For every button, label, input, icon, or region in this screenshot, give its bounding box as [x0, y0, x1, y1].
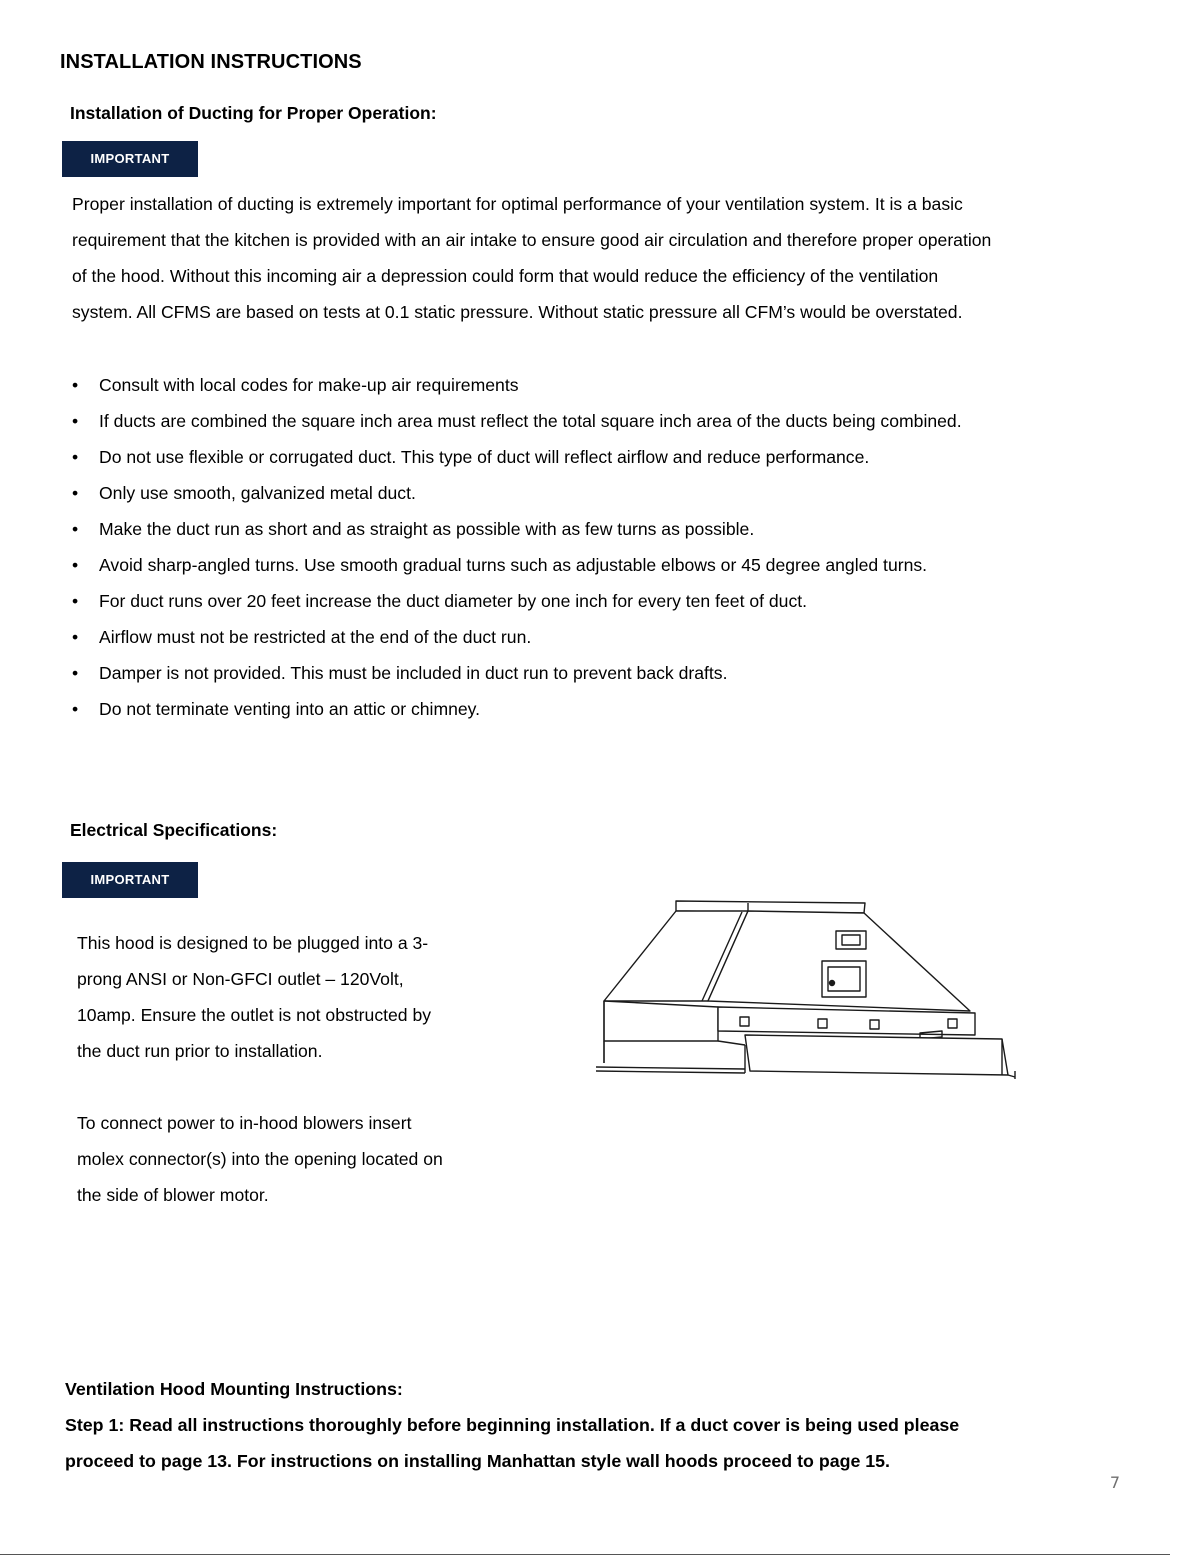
hood-insert-diagram [590, 895, 1020, 1085]
ducting-heading: Installation of Ducting for Proper Operation: [70, 103, 437, 123]
ducting-line: system. All CFMS are based on tests at 0.1 static pressure. Without static pressure all CFM’s would be overstated. [72, 302, 963, 322]
mounting-step-line: Step 1: Read all instructions thoroughly before beginning installation. If a duct cover is being used please [65, 1415, 960, 1435]
mounting-heading: Ventilation Hood Mounting Instructions: [65, 1379, 403, 1399]
list-item: • Do not use flexible or corrugated duct. This type of duct will reflect airflow and reduce performance. [72, 439, 1152, 475]
list-item: • If ducts are combined the square inch area must reflect the total square inch area of the ducts being combined. [72, 403, 1152, 439]
electrical-paragraph-2 [77, 1105, 517, 1213]
ducting-line: Proper installation of ducting is extremely important for optimal performance of your ventilation system. It is a basic [72, 194, 963, 214]
mounting-step-line: proceed to page 13. For instructions on installing Manhattan style wall hoods proceed to page 15. [65, 1451, 890, 1471]
list-item: • Do not terminate venting into an attic or chimney. [72, 691, 1152, 727]
list-item: • Make the duct run as short and as straight as possible with as few turns as possible. [72, 511, 1152, 547]
list-item: • Airflow must not be restricted at the end of the duct run. [72, 619, 1152, 655]
electrical-line: This hood is designed to be plugged into a 3- [77, 933, 429, 953]
page-title: INSTALLATION INSTRUCTIONS [60, 51, 362, 73]
ducting-line: of the hood. Without this incoming air a depression could form that would reduce the efficiency of the ventilation [72, 266, 939, 286]
electrical-paragraph-1 [77, 925, 517, 1069]
hood-filter-panel [745, 1035, 1008, 1075]
list-item: • Avoid sharp-angled turns. Use smooth gradual turns such as adjustable elbows or 45 degree angled turns. [72, 547, 1152, 583]
electrical-line: 10amp. Ensure the outlet is not obstructed by [77, 1005, 432, 1025]
hood-front-rail [718, 1007, 975, 1035]
electrical-line: prong ANSI or Non-GFCI outlet – 120Volt, [77, 969, 404, 989]
list-item: • Damper is not provided. This must be included in duct run to prevent back drafts. [72, 655, 1152, 691]
electrical-heading: Electrical Specifications: [70, 820, 278, 840]
mounting-section [65, 1371, 1165, 1479]
ducting-bullet-list [72, 367, 1152, 727]
ducting-line: requirement that the kitchen is provided with an air intake to ensure good air circulation and therefore proper operation [72, 230, 992, 250]
electrical-line: the duct run prior to installation. [77, 1041, 323, 1061]
bottom-rule [0, 1554, 1170, 1555]
hood-junction-box-small [836, 931, 866, 949]
ducting-paragraph [72, 186, 1162, 330]
electrical-line: molex connector(s) into the opening located on [77, 1149, 443, 1169]
page-number: 7 [1109, 1473, 1120, 1492]
list-item: • For duct runs over 20 feet increase the duct diameter by one inch for every ten feet of duct. [72, 583, 1152, 619]
electrical-line: To connect power to in-hood blowers insert [77, 1113, 412, 1133]
important-badge-ducting: IMPORTANT [62, 141, 198, 177]
important-badge-electrical: IMPORTANT [62, 862, 198, 898]
list-item: • Only use smooth, galvanized metal duct. [72, 475, 1152, 511]
list-item: • Consult with local codes for make-up air requirements [72, 367, 1152, 403]
electrical-line: the side of blower motor. [77, 1185, 269, 1205]
hood-lower-body [604, 1001, 718, 1041]
